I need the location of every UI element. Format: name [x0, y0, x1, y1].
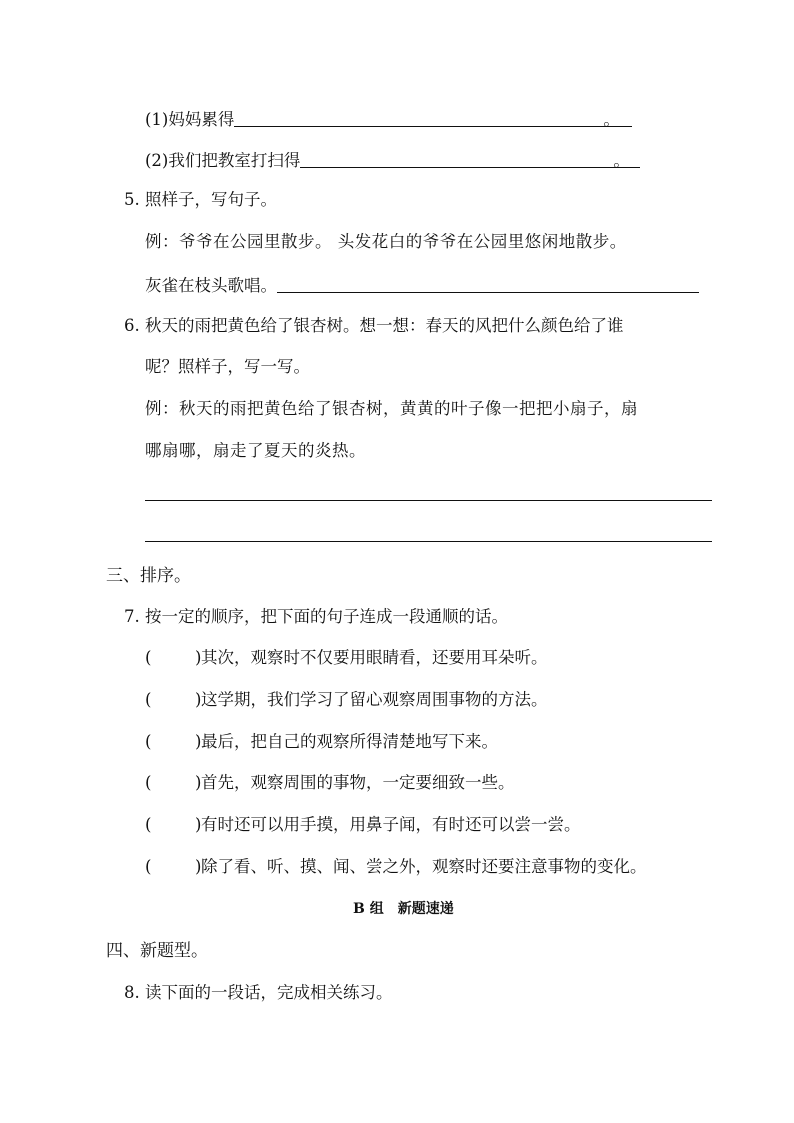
order-blank-3[interactable]: ( ): [145, 732, 202, 751]
q5-prompt: 5. 照样子，写句子。: [124, 190, 277, 209]
q7-item-6: [145, 856, 647, 878]
group-b-subtitle: 新题速递: [397, 901, 454, 917]
order-blank-1[interactable]: ( ): [145, 648, 202, 667]
q6-example-line-1: 例：秋天的雨把黄色给了银杏树，黄黄的叶子像一把把小扇子，扇: [145, 399, 638, 418]
q5-exercise-text: 灰雀在枝头歌唱。: [145, 276, 277, 295]
q7-sentence-4: 首先，观察周围的事物，一定要细致一些。: [201, 773, 515, 792]
order-blank-4[interactable]: ( ): [145, 773, 202, 792]
q4-item-1-period: 。: [603, 110, 620, 129]
q7-prompt: 7. 按一定的顺序，把下面的句子连成一段通顺的话。: [124, 607, 508, 626]
q6-prompt-line-2: 呢？照样子，写一写。: [145, 357, 310, 376]
q7-sentence-2: 这学期，我们学习了留心观察周围事物的方法。: [201, 690, 548, 709]
q4-item-1-answer-blank[interactable]: [234, 109, 625, 127]
q6-answer-line-2[interactable]: [145, 541, 712, 542]
q7-sentence-5: 有时还可以用手摸，用鼻子闻，有时还可以尝一尝。: [201, 815, 581, 834]
q7-sentence-3: 最后，把自己的观察所得清楚地写下来。: [201, 732, 498, 751]
q4-item-1-text: (1)妈妈累得: [145, 110, 235, 129]
q7-item-2: [145, 689, 548, 711]
q4-item-2-text: (2)我们把教室打扫得: [145, 151, 301, 170]
q7-item-3: [145, 731, 498, 753]
q5-example: 例：爷爷在公园里散步。 头发花白的爷爷在公园里悠闲地散步。: [145, 232, 627, 251]
q7-item-1: [145, 647, 548, 669]
order-blank-6[interactable]: ( ): [145, 857, 202, 876]
q8-prompt: 8. 读下面的一段话，完成相关练习。: [124, 983, 393, 1002]
group-b-header: [353, 898, 454, 920]
q7-sentence-6: 除了看、听、摸、闻、尝之外，观察时还要注意事物的变化。: [201, 857, 647, 876]
q6-answer-line-1[interactable]: [145, 500, 712, 501]
q7-item-5: [145, 814, 581, 836]
q7-sentence-1: 其次，观察时不仅要用眼睛看，还要用耳朵听。: [201, 648, 548, 667]
q7-item-4: [145, 772, 515, 794]
q6-example-line-2: 哪扇哪，扇走了夏天的炎热。: [145, 441, 366, 460]
q4-item-1: [145, 107, 632, 131]
q5-exercise: [145, 273, 699, 297]
section-3-title: 三、排序。: [106, 566, 191, 586]
q4-item-2-period: 。: [613, 151, 630, 170]
section-4-title: 四、新题型。: [106, 941, 208, 961]
q4-item-2: [145, 148, 640, 172]
order-blank-2[interactable]: ( ): [145, 690, 202, 709]
q4-item-1-blank-tail: [620, 109, 632, 127]
q5-answer-blank[interactable]: [277, 275, 699, 293]
q4-item-2-blank-tail: [630, 150, 640, 168]
q4-item-2-answer-blank[interactable]: [300, 150, 633, 168]
q6-prompt-line-1: 6. 秋天的雨把黄色给了银杏树。想一想：春天的风把什么颜色给了谁: [124, 316, 624, 335]
order-blank-5[interactable]: ( ): [145, 815, 202, 834]
group-b-label: B 组: [353, 901, 384, 917]
